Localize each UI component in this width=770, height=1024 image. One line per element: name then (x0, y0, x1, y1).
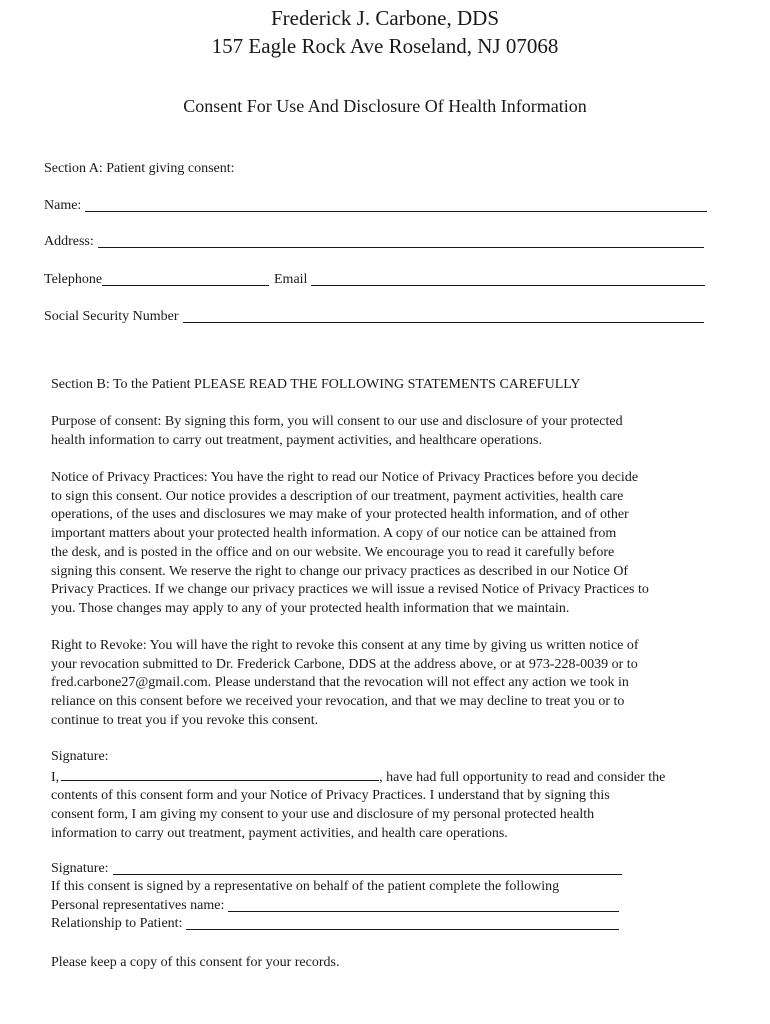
i-suffix: , have had full opportunity to read and consider the (379, 769, 666, 785)
signature-heading: Signature: (51, 749, 109, 764)
text-line: contents of this consent form and your Notice of Privacy Practices. I understand that by signing this (51, 788, 610, 804)
text-line: the desk, and is posted in the office and on our website. We encourage you to read it carefully before (51, 544, 615, 560)
text-line: Notice of Privacy Practices: You have the right to read our Notice of Privacy Practices before you decide (51, 470, 639, 485)
text-line: health information to carry out treatment, payment activities, and healthcare operations. (51, 432, 542, 448)
text-line: operations, of the uses and disclosures we may make of your protected health information, and of other (51, 507, 629, 523)
telephone-line[interactable] (102, 271, 269, 286)
text-line: you. Those changes may apply to any of your protected health information that we maintain. (51, 600, 570, 616)
representative-note: If this consent is signed by a representative on behalf of the patient complete the following (51, 879, 560, 894)
ssn-field[interactable] (44, 308, 704, 326)
text-line: continue to treat you if you revoke this consent. (51, 712, 319, 728)
section-b-heading: Section B: To the Patient PLEASE READ THE FOLLOWING STATEMENTS CAREFULLY (51, 377, 581, 392)
text-line: signing this consent. We reserve the right to change our privacy practices as described in our Notice Of (51, 563, 629, 579)
signature-field[interactable] (51, 860, 622, 878)
address-field[interactable] (44, 233, 704, 251)
name-line[interactable] (85, 197, 707, 212)
text-line: Purpose of consent: By signing this form, you will consent to our use and disclosure of your protected (51, 414, 623, 429)
text-line: your revocation submitted to Dr. Frederick Carbone, DDS at the address above, or at 973-228-0039 or to (51, 656, 638, 672)
relationship-label: Relationship to Patient: (51, 916, 183, 931)
email-field[interactable] (274, 271, 705, 289)
i-prefix: I, (51, 769, 60, 785)
document-title: Consent For Use And Disclosure Of Health Information (183, 96, 587, 116)
representative-name-line[interactable] (228, 897, 619, 912)
text-line: important matters about your protected health information. A copy of our notice can be attained from (51, 526, 617, 542)
representative-name-field[interactable] (51, 897, 619, 915)
text-line: to sign this consent. Our notice provides a description of our treatment, payment activities, health care (51, 488, 624, 504)
telephone-field[interactable] (44, 271, 269, 289)
notice-paragraph (51, 469, 701, 619)
address-line[interactable] (98, 233, 704, 248)
text-line: Privacy Practices. If we change our privacy practices we will issue a revised Notice of Privacy Practices to (51, 582, 649, 598)
address-label: Address: (44, 234, 94, 249)
signature-line[interactable] (113, 860, 622, 875)
revoke-paragraph (51, 637, 701, 731)
ssn-line[interactable] (183, 308, 704, 323)
name-label: Name: (44, 198, 82, 213)
email-label: Email (274, 272, 308, 287)
text-line: consent form, I am giving my consent to your use and disclosure of my personal protected health (51, 807, 595, 823)
practice-name: Frederick J. Carbone, DDS (270, 6, 500, 30)
patient-name-blank[interactable] (61, 767, 379, 781)
text-line: fred.carbone27@gmail.com. Please understand that the revocation will not effect any action we took in (51, 675, 629, 691)
signature-label: Signature: (51, 861, 109, 876)
text-line: information to carry out treatment, payment activities, and health care operations. (51, 825, 508, 841)
practice-address: 157 Eagle Rock Ave Roseland, NJ 07068 (211, 34, 559, 58)
signature-statement (51, 748, 701, 844)
name-field[interactable] (44, 197, 707, 215)
text-line: Right to Revoke: You will have the right to revoke this consent at any time by giving us written notice of (51, 638, 639, 653)
ssn-label: Social Security Number (44, 309, 179, 324)
telephone-label: Telephone (44, 272, 103, 287)
patient-name-line-row (51, 767, 701, 788)
relationship-field[interactable] (51, 915, 619, 933)
text-line: reliance on this consent before we received your revocation, and that we may decline to treat you or to (51, 694, 625, 710)
relationship-line[interactable] (186, 915, 619, 930)
email-line[interactable] (311, 271, 705, 286)
section-a-heading: Section A: Patient giving consent: (44, 161, 235, 176)
representative-name-label: Personal representatives name: (51, 898, 225, 913)
closing-note: Please keep a copy of this consent for your records. (51, 955, 340, 970)
purpose-paragraph (51, 413, 701, 450)
